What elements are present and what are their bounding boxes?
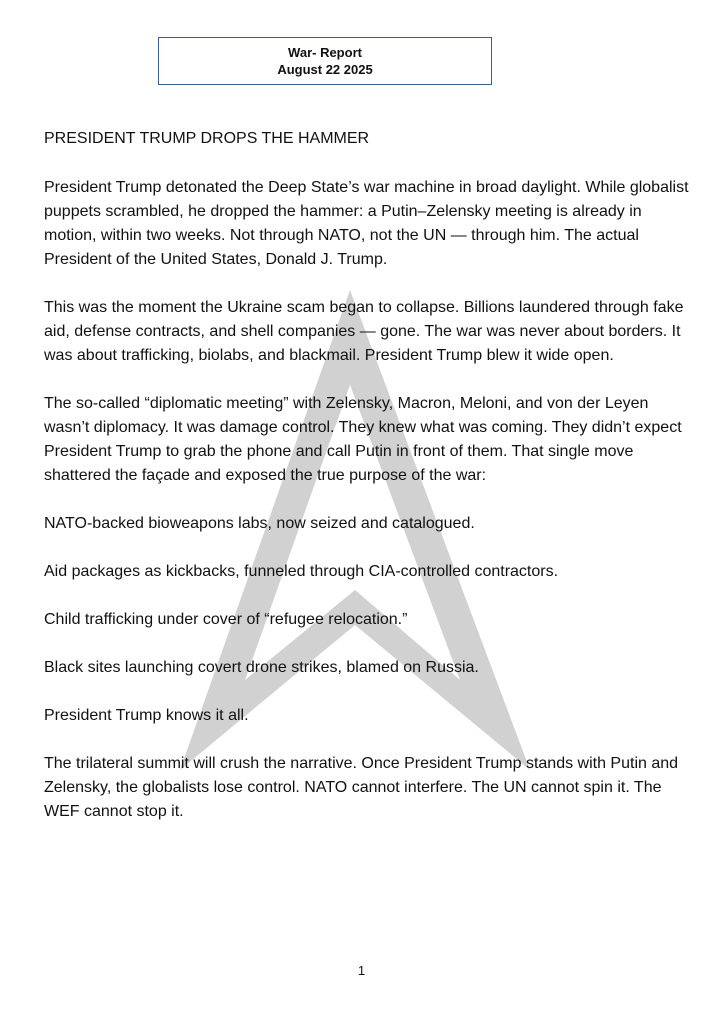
report-title: War- Report <box>288 45 362 60</box>
paragraph: President Trump knows it all. <box>44 707 249 724</box>
paragraph: Black sites launching covert drone strikes, blamed on Russia. <box>44 659 479 676</box>
paragraph: This was the moment the Ukraine scam began to collapse. Billions laundered through fake aid, defense contracts, and shell companies — gone. The war was never about borders. It was about trafficking, biolabs, and blackmail. President Trump blew it wide open. <box>44 299 684 364</box>
paragraph: The trilateral summit will crush the narrative. Once President Trump stands with Putin and Zelensky, the globalists lose control. NATO cannot interfere. The UN cannot spin it. The WEF cannot stop it. <box>44 755 679 820</box>
paragraph: The so-called “diplomatic meeting” with Zelensky, Macron, Meloni, and von der Leyen wasn’t diplomacy. It was damage control. They knew what was coming. They didn’t expect President Trump to grab the phone and call Putin in front of them. That single move shattered the façade and exposed the true purpose of the war: <box>44 395 682 484</box>
report-header-box <box>158 37 492 85</box>
paragraph: Child trafficking under cover of “refugee relocation.” <box>44 611 408 628</box>
paragraph: President Trump detonated the Deep State’s war machine in broad daylight. While globalist puppets scrambled, he dropped the hammer: a Putin–Zelensky meeting is already in motion, within two weeks. Not through NATO, not the UN — through him. The actual President of the United States, Donald J. Trump. <box>44 179 689 268</box>
paragraph: Aid packages as kickbacks, funneled through CIA-controlled contractors. <box>44 563 559 580</box>
report-date: August 22 2025 <box>277 62 373 77</box>
page-number: 1 <box>357 963 366 978</box>
paragraph: NATO-backed bioweapons labs, now seized and catalogued. <box>44 515 475 532</box>
article-body <box>44 127 694 848</box>
headline: PRESIDENT TRUMP DROPS THE HAMMER <box>44 130 370 147</box>
